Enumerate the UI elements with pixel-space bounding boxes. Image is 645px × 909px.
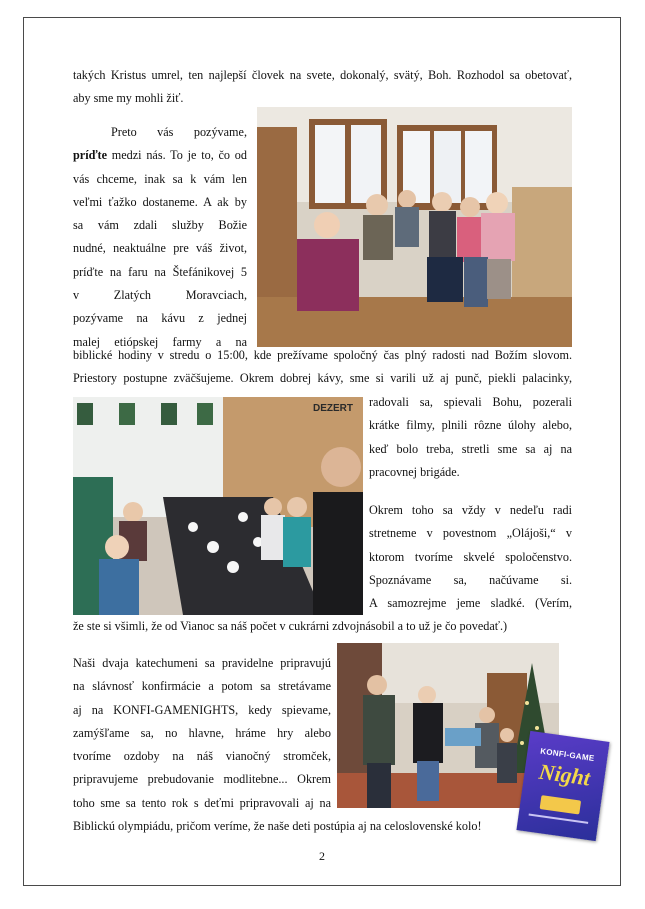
text-line: sa vám zdali služby Božie: [73, 218, 247, 233]
text-line: stretneme v povestnom „Olájoši,“ v: [369, 526, 572, 541]
poster-subtitle: Night: [537, 758, 592, 791]
text-line: pozývame na kávu z jednej: [73, 311, 247, 326]
poster-badge: [540, 795, 582, 814]
page-number: 2: [319, 849, 325, 863]
text-line: aj na KONFI-GAMENIGHTS, kedy spievame,: [73, 702, 331, 717]
invitation-paragraph: [73, 121, 247, 354]
photo-group-parish-room: [257, 107, 572, 347]
text-line: A samozrejme jeme sladké. (Verím,: [369, 596, 572, 611]
text-line: Spoznávame sa, načúvame si.: [369, 572, 572, 587]
text-line: Preto vás pozývame,: [111, 125, 247, 139]
text-line: toho sme sa tento rok s deťmi pripravovali aj na: [73, 795, 331, 810]
text-line: že ste si všimli, že od Vianoc sa náš počet v cukrárni zdvojnásobil a to už je čo povedať.): [73, 619, 508, 633]
text-line: ktorom tvoríme skvelé spoločenstvo.: [369, 549, 572, 564]
bold-word: príďte: [73, 148, 107, 163]
text-line: nudné, neaktuálne pre váš život,: [73, 241, 247, 256]
text-line: na slávnosť konfirmácie a potom sa stretávame: [73, 679, 331, 694]
text-line: radovali sa, spievali Bohu, pozerali: [369, 395, 572, 409]
olympiad-line: [73, 815, 518, 838]
konfi-paragraph: [73, 652, 331, 815]
poster-title: KONFI-GAME: [539, 746, 596, 764]
konfi-game-night-poster: [516, 731, 609, 841]
text-line: Naši dvaja katechumeni sa pravidelne pripravujú: [73, 656, 331, 670]
activities-paragraph: [369, 391, 572, 484]
photo-cafe-table: [73, 397, 363, 615]
text-line: pripravujeme prebudovanie modlitebne... Okrem: [73, 772, 331, 787]
text-line: veľmi ťažko dostaneme. A ak by: [73, 194, 247, 209]
text-line: malej etiópskej farmy a na: [73, 334, 247, 349]
text-line: v Zlatých Moravciach,: [73, 288, 247, 303]
text-line: tvoríme ozdoby na náš vianočný stromček,: [73, 749, 331, 764]
text-line: príďte na faru na Štefánikovej 5: [73, 264, 247, 279]
cafe-count-line: [73, 615, 572, 638]
intro-paragraph: [73, 64, 572, 111]
poster-divider: [529, 814, 589, 824]
bible-hours-paragraph: [73, 344, 572, 391]
text-line: zamýšľame sa, no hlavne, hráme hry alebo: [73, 725, 331, 740]
text-line: Biblickú olympiádu, pričom veríme, že naše deti postúpia aj na celoslovenské kolo!: [73, 819, 482, 833]
text-line: keď bolo treba, stretli sme sa aj na: [369, 441, 572, 456]
text-line: pracovnej brigáde.: [369, 464, 460, 479]
text-line: vás chceme, inak sa k vám len: [73, 171, 247, 186]
text-line: takých Kristus umrel, ten najlepší človek na svete, dokonalý, svätý, Boh. Rozhodol sa obetovať,: [73, 68, 572, 82]
text-line: [73, 144, 247, 167]
text-line: biblické hodiny v stredu o 15:00, kde prežívame spoločný čas plný radosti nad Božím slovom.: [73, 348, 572, 362]
text-line: aby sme my mohli žiť.: [73, 91, 184, 106]
text-span: medzi nás. To je to, čo od: [106, 148, 247, 163]
text-line: Priestory postupne zväčšujeme. Okrem dobrej kávy, sme si varili už aj punč, piekli palacinky,: [73, 371, 572, 386]
cafe-sign: DEZERT: [313, 403, 353, 414]
text-line: krátke filmy, plnili rôzne úlohy alebo,: [369, 418, 572, 433]
sunday-paragraph: [369, 499, 572, 615]
text-line: Okrem toho sa vždy v nedeľu radi: [369, 503, 572, 517]
